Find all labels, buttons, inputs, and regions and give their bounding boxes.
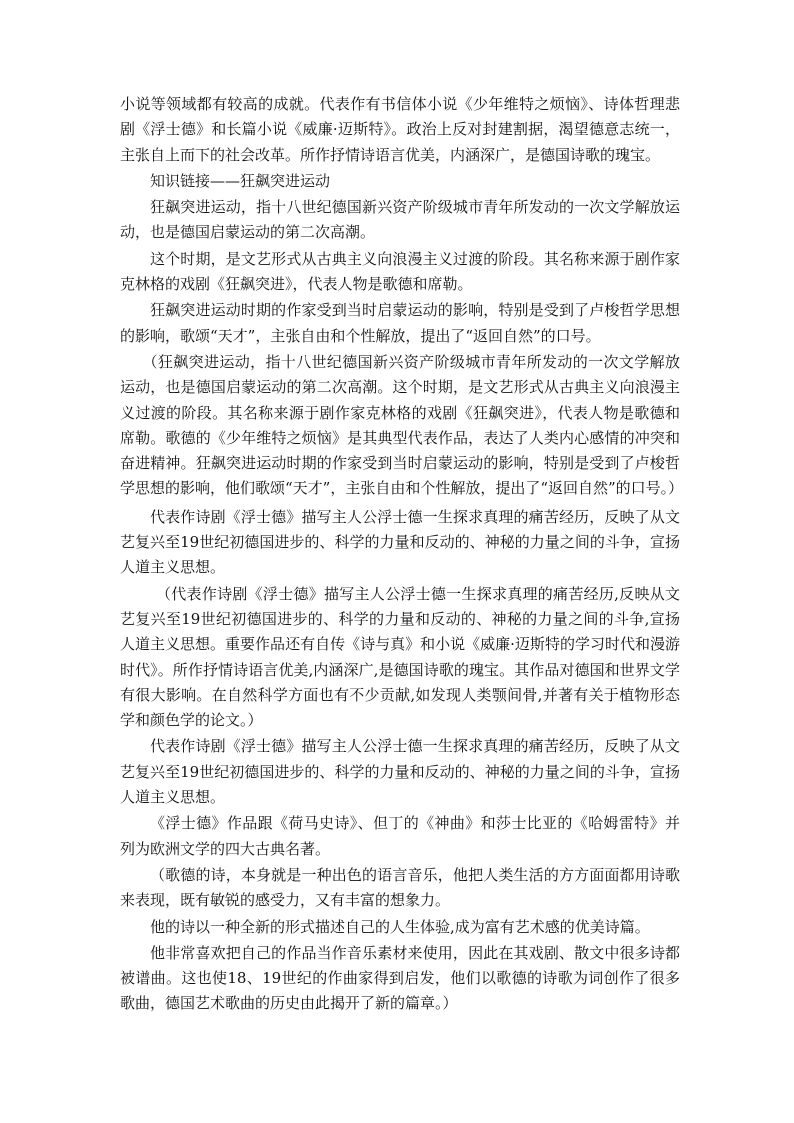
paragraph-faust-summary: 代表作诗剧《浮士德》描写主人公浮士德一生探求真理的痛苦经历，反映了从文艺复兴至19世纪初德国进步的、科学的力量和反动的、神秘的力量之间的斗争，宣扬人道主义思想。 xyxy=(120,507,680,577)
paragraph-sturm-period: 这个时期，是文艺形式从古典主义向浪漫主义过渡的阶段。其名称来源于剧作家克林格的戏剧《狂飙突进》，代表人物是歌德和席勒。 xyxy=(120,249,680,294)
paragraph-poetry-music: （歌德的诗，本身就是一种出色的语言音乐，他把人类生活的方方面面都用诗歌来表现，既有敏锐的感受力，又有丰富的想象力。 xyxy=(120,865,680,910)
section-heading-sturm-und-drang: 知识链接——狂飙突进运动 xyxy=(150,171,331,190)
paragraph-goethe-achievements: 小说等领域都有较高的成就。代表作有书信体小说《少年维特之烦恼》、诗体哲理悲剧《浮士德》和长篇小说《威廉·迈斯特》。政治上反对封建割据，渴望德意志统一，主张自上而下的社会改革。所作抒情诗语言优美，内涵深广，是德国诗歌的瑰宝。 xyxy=(120,95,680,164)
paragraph-four-classics: 《浮士德》作品跟《荷马史诗》、但丁的《神曲》和莎士比亚的《哈姆雷特》并列为欧洲文学的四大古典名著。 xyxy=(120,814,680,858)
paragraph-poetry-songs: 他非常喜欢把自己的作品当作音乐素材来使用，因此在其戏剧、散文中很多诗都被谱曲。这也使18、19世纪的作曲家得到启发，他们以歌德的诗歌为词创作了很多歌曲，德国艺术歌曲的历史由此揭开了新的篇章。） xyxy=(120,943,680,1013)
paragraph-sturm-note: （狂飙突进运动，指十八世纪德国新兴资产阶级城市青年所发动的一次文学解放运动，也是德国启蒙运动的第二次高潮。这个时期，是文艺形式从古典主义向浪漫主义过渡的阶段。其名称来源于剧作家克林格的戏剧《狂飙突进》，代表人物是歌德和席勒。歌德的《少年维特之烦恼》是其典型代表作品，表达了人类内心感情的冲突和奋进精神。狂飙突进运动时期的作家受到当时启蒙运动的影响，特别是受到了卢梭哲学思想的影响，他们歌颂“天才”，主张自由和个性解放，提出了“返回自然”的口号。） xyxy=(120,352,684,498)
document-body xyxy=(120,92,684,1017)
paragraph-faust-note: （代表作诗剧《浮士德》描写主人公浮士德一生探求真理的痛苦经历,反映从文艺复兴至19世纪初德国进步的、科学的力量和反动的、神秘的力量之间的斗争,宣扬人道主义思想。重要作品还有自传《诗与真》和小说《威廉·迈斯特的学习时代和漫游时代》。所作抒情诗语言优美,内涵深广,是德国诗歌的瑰宝。其作品对德国和世界文学有很大影响。在自然科学方面也有不少贡献,如发现人类颚间骨,并著有关于植物形态学和颜色学的论文。） xyxy=(120,584,680,730)
paragraph-faust-summary-repeat: 代表作诗剧《浮士德》描写主人公浮士德一生探求真理的痛苦经历，反映了从文艺复兴至19世纪初德国进步的、科学的力量和反动的、神秘的力量之间的斗争，宣扬人道主义思想。 xyxy=(120,737,680,807)
paragraph-sturm-definition: 狂飙突进运动，指十八世纪德国新兴资产阶级城市青年所发动的一次文学解放运动，也是德国启蒙运动的第二次高潮。 xyxy=(120,198,680,242)
paragraph-sturm-influence: 狂飙突进运动时期的作家受到当时启蒙运动的影响，特别是受到了卢梭哲学思想的影响，歌颂“天才”，主张自由和个性解放，提出了“返回自然”的口号。 xyxy=(120,301,680,345)
paragraph-poetry-form: 他的诗以一种全新的形式描述自己的人生体验,成为富有艺术感的优美诗篇。 xyxy=(150,917,650,936)
